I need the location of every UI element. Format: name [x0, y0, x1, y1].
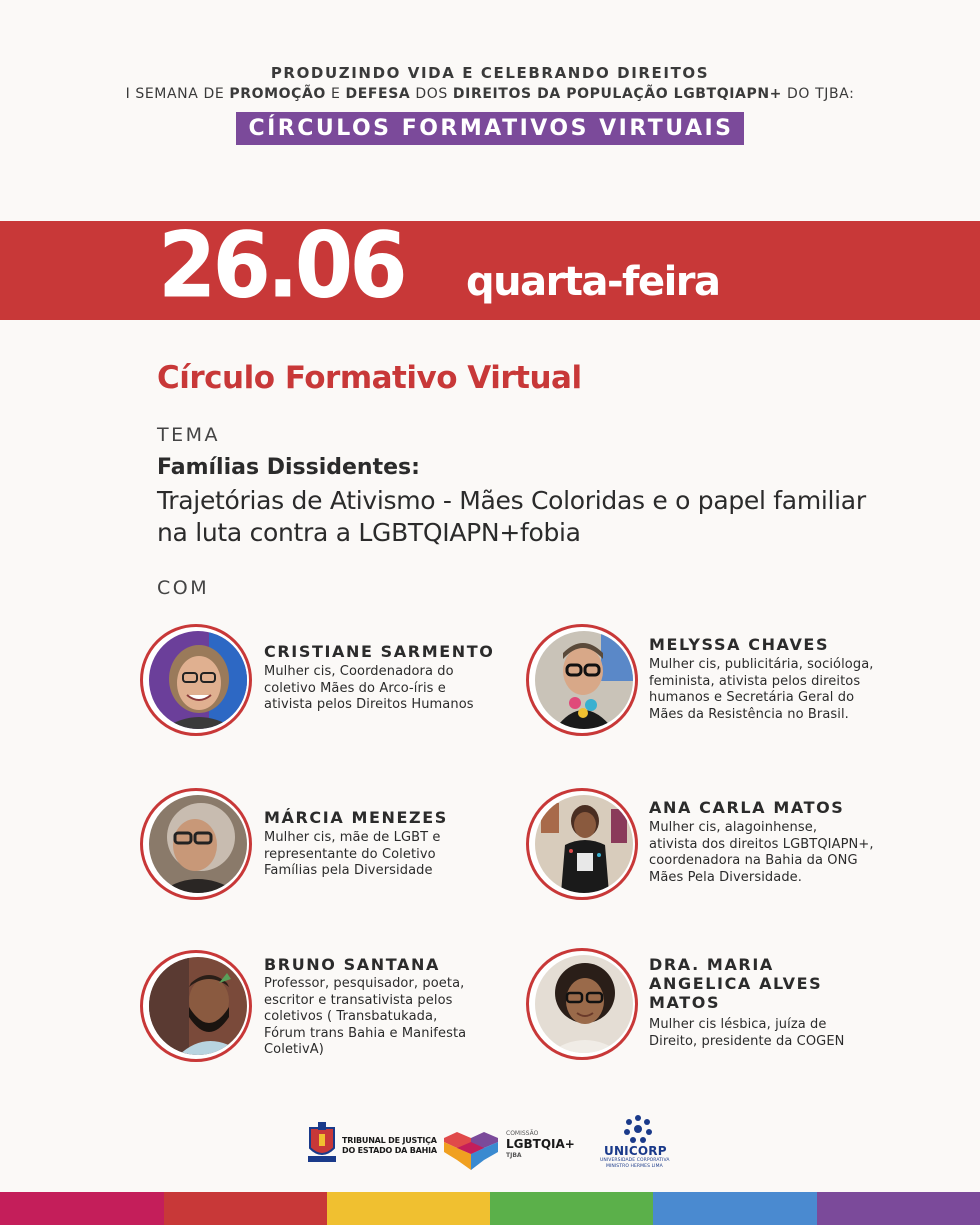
tjba-line: TRIBUNAL DE JUSTIÇA: [342, 1136, 437, 1145]
speaker-name: [649, 955, 822, 1012]
tema-text: Trajetórias de Ativismo - Mães Coloridas e o papel familiar na luta contra a LGBTQIAPN+fobia: [157, 486, 866, 547]
date-weekday: quarta-feira: [466, 259, 720, 305]
speaker-photo: [149, 957, 247, 1055]
stripe-segment: [0, 1192, 164, 1225]
logos-row: [0, 1112, 980, 1172]
speaker-photo-image: [149, 631, 247, 729]
name-line: MATOS: [649, 993, 721, 1012]
desc-line: Mulher cis, mãe de LGBT e: [264, 830, 441, 845]
header-sub-part: DO TJBA:: [781, 86, 855, 102]
header-badge: CÍRCULOS FORMATIVOS VIRTUAIS: [236, 112, 743, 145]
avatar: [526, 624, 638, 736]
speaker-desc: [264, 664, 474, 714]
speaker-photo: [149, 631, 247, 729]
avatar: [140, 624, 252, 736]
header-title: PRODUZINDO VIDA E CELEBRANDO DIREITOS: [270, 64, 710, 82]
speaker-desc: [649, 657, 874, 723]
stripe-segment: [327, 1192, 490, 1225]
desc-line: Mulher cis, publicitária, socióloga,: [649, 657, 874, 672]
desc-line: humanos e Secretária Geral do: [649, 690, 855, 705]
tjba-crest-icon: [306, 1120, 338, 1164]
desc-line: escritor e transativista pelos: [264, 992, 453, 1008]
name-line: DRA. MARIA: [649, 955, 774, 974]
tjba-line: DO ESTADO DA BAHIA: [342, 1146, 437, 1155]
speaker-photo: [535, 631, 633, 729]
stripe-segment: [490, 1192, 653, 1225]
header-subtitle: [0, 86, 980, 102]
speaker-desc: [264, 976, 466, 1059]
speaker-name: MELYSSA CHAVES: [649, 635, 830, 654]
desc-line: Mães Pela Diversidade.: [649, 869, 803, 885]
speaker-photo-image: [535, 631, 633, 729]
desc-line: Mulher cis, alagoinhense,: [649, 820, 818, 835]
desc-line: feminista, ativista pelos direitos: [649, 673, 861, 689]
com-label: COM: [157, 577, 210, 599]
lgbt-small-text: COMISSÃO: [506, 1130, 539, 1137]
lgbt-main-text: LGBTQIA+: [506, 1137, 575, 1151]
unicorp-main-text: UNICORP: [604, 1144, 667, 1158]
header-sub-part: DOS: [410, 86, 453, 102]
stripe-segment: [817, 1192, 980, 1225]
speaker-name: ANA CARLA MATOS: [649, 798, 845, 817]
desc-line: Famílias pela Diversidade: [264, 863, 433, 878]
name-line: ANGELICA ALVES: [649, 974, 823, 993]
header-sub-part: E: [325, 86, 346, 102]
desc-line: Fórum trans Bahia e Manifesta: [264, 1025, 467, 1041]
desc-line: ativista pelos Direitos Humanos: [264, 697, 474, 712]
unicorp-sub2-text: MINISTRO HERMES LIMA: [606, 1164, 663, 1169]
desc-line: ativista dos direitos LGBTQIAPN+,: [649, 836, 874, 852]
speaker-name: CRISTIANE SARMENTO: [264, 642, 495, 661]
desc-line: ColetivA): [264, 1042, 324, 1057]
desc-line: representante do Coletivo: [264, 846, 436, 862]
lgbt-sub-text: TJBA: [506, 1152, 522, 1159]
desc-line: coordenadora na Bahia da ONG: [649, 853, 858, 868]
header-sub-part: I SEMANA DE: [125, 86, 230, 102]
unicorp-dots-icon: [622, 1114, 654, 1144]
date-number: 26.06: [158, 212, 404, 319]
speaker-desc: [264, 830, 441, 880]
desc-line: coletivo Mães do Arco-íris e: [264, 680, 446, 696]
speaker-photo: [535, 795, 633, 893]
event-title: Círculo Formativo Virtual: [157, 360, 582, 396]
lgbt-heart-icon: [444, 1128, 498, 1170]
speaker-name: MÁRCIA MENEZES: [264, 808, 448, 827]
stripe-segment: [653, 1192, 817, 1225]
desc-line: Mães da Resistência no Brasil.: [649, 706, 849, 722]
speaker-desc: [649, 1017, 845, 1050]
avatar: [526, 788, 638, 900]
desc-line: Professor, pesquisador, poeta,: [264, 976, 465, 991]
speaker-desc: [649, 820, 874, 886]
speaker-photo-image: [535, 795, 633, 893]
avatar: [140, 950, 252, 1062]
desc-line: Mulher cis lésbica, juíza de: [649, 1017, 827, 1032]
desc-line: Direito, presidente da COGEN: [649, 1033, 845, 1049]
tema-heading: Famílias Dissidentes:: [157, 455, 420, 480]
avatar: [526, 948, 638, 1060]
header-sub-part: DEFESA: [345, 86, 411, 102]
header-sub-part: PROMOÇÃO: [229, 86, 326, 102]
unicorp-sub1-text: UNIVERSIDADE CORPORATIVA: [600, 1158, 670, 1163]
speaker-photo: [535, 955, 633, 1053]
header-sub-part: DIREITOS DA POPULAÇÃO LGBTQIAPN+: [452, 86, 782, 102]
speaker-photo-image: [535, 955, 633, 1053]
avatar: [140, 788, 252, 900]
speaker-photo-image: [149, 957, 247, 1055]
speaker-name: BRUNO SANTANA: [264, 955, 440, 974]
desc-line: Mulher cis, Coordenadora do: [264, 664, 454, 679]
speaker-photo: [149, 795, 247, 893]
stripe-segment: [164, 1192, 327, 1225]
speaker-photo-image: [149, 795, 247, 893]
tema-label: TEMA: [157, 424, 221, 446]
desc-line: coletivos ( Transbatukada,: [264, 1009, 438, 1024]
header: [0, 64, 980, 145]
tjba-logo-text: [342, 1136, 437, 1156]
